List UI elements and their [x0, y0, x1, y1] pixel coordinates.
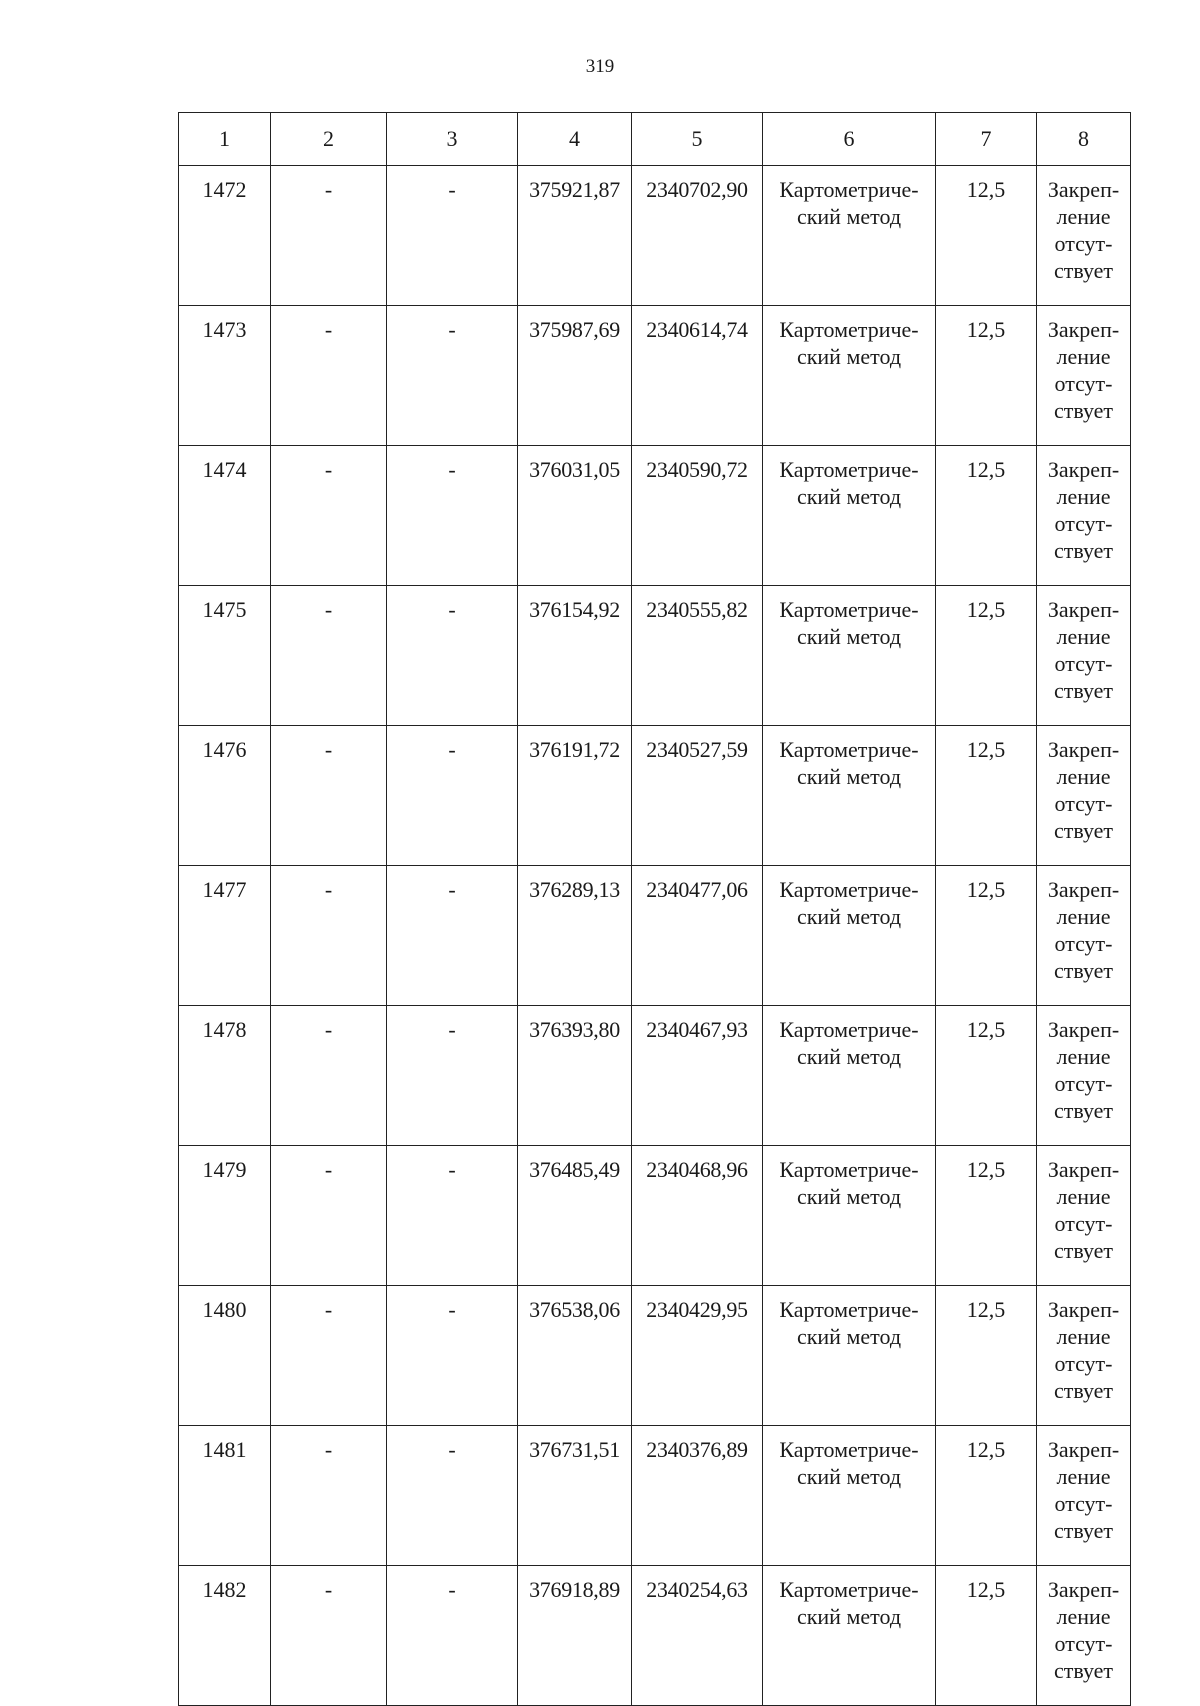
fixing-cell-line: ление: [1056, 1044, 1111, 1069]
fixing-cell: [1037, 1426, 1131, 1566]
fixing-cell-line: ствует: [1053, 1238, 1114, 1263]
column-header-5: 5: [632, 113, 763, 166]
fixing-cell: [1037, 166, 1131, 306]
column-3-cell: -: [387, 166, 518, 306]
method-cell: [763, 306, 936, 446]
coordinate-y-cell: 2340590,72: [632, 446, 763, 586]
column-2-cell: -: [271, 306, 387, 446]
fixing-cell: [1037, 1566, 1131, 1706]
fixing-cell-line: ствует: [1053, 258, 1114, 283]
column-3-cell: -: [387, 586, 518, 726]
method-cell-line: Картометриче-: [779, 737, 919, 762]
fixing-cell-line: отсут-: [1054, 651, 1113, 676]
column-3-cell: -: [387, 446, 518, 586]
fixing-cell: [1037, 306, 1131, 446]
fixing-cell-line: отсут-: [1054, 1211, 1113, 1236]
fixing-cell-line: ствует: [1053, 1378, 1114, 1403]
fixing-cell: [1037, 1146, 1131, 1286]
column-2-cell: -: [271, 866, 387, 1006]
method-cell-line: Картометриче-: [779, 1437, 919, 1462]
table-body: [179, 166, 1131, 1706]
method-cell-line: ский метод: [796, 904, 902, 929]
method-cell-line: Картометриче-: [779, 877, 919, 902]
fixing-cell-line: отсут-: [1054, 791, 1113, 816]
accuracy-cell: 12,5: [936, 866, 1037, 1006]
table-row: [179, 1146, 1131, 1286]
column-2-cell: -: [271, 726, 387, 866]
fixing-cell: [1037, 586, 1131, 726]
point-number-cell: 1481: [179, 1426, 271, 1566]
coordinate-y-cell: 2340468,96: [632, 1146, 763, 1286]
coordinates-table: [178, 112, 1131, 1706]
column-3-cell: -: [387, 726, 518, 866]
table-row: [179, 1006, 1131, 1146]
table-row: [179, 166, 1131, 306]
method-cell-line: ский метод: [796, 1044, 902, 1069]
fixing-cell-line: ление: [1056, 1464, 1111, 1489]
coordinate-y-cell: 2340477,06: [632, 866, 763, 1006]
fixing-cell-line: отсут-: [1054, 931, 1113, 956]
fixing-cell-line: ление: [1056, 484, 1111, 509]
fixing-cell-line: ление: [1056, 624, 1111, 649]
fixing-cell-line: ление: [1056, 1604, 1111, 1629]
method-cell: [763, 586, 936, 726]
fixing-cell-line: ствует: [1053, 678, 1114, 703]
method-cell: [763, 866, 936, 1006]
method-cell-line: ский метод: [796, 624, 902, 649]
coordinate-y-cell: 2340555,82: [632, 586, 763, 726]
accuracy-cell: 12,5: [936, 166, 1037, 306]
fixing-cell-line: отсут-: [1054, 511, 1113, 536]
coordinate-x-cell: 376154,92: [518, 586, 632, 726]
column-2-cell: -: [271, 1566, 387, 1706]
method-cell-line: ский метод: [796, 1464, 902, 1489]
coordinate-x-cell: 376731,51: [518, 1426, 632, 1566]
fixing-cell-line: отсут-: [1054, 231, 1113, 256]
fixing-cell: [1037, 446, 1131, 586]
table-row: [179, 1426, 1131, 1566]
column-3-cell: -: [387, 306, 518, 446]
accuracy-cell: 12,5: [936, 1286, 1037, 1426]
coordinate-x-cell: 376918,89: [518, 1566, 632, 1706]
table-header: [179, 113, 1131, 166]
coordinate-y-cell: 2340702,90: [632, 166, 763, 306]
column-3-cell: -: [387, 1566, 518, 1706]
method-cell: [763, 1426, 936, 1566]
column-3-cell: -: [387, 1286, 518, 1426]
fixing-cell-line: Закреп-: [1047, 177, 1120, 202]
fixing-cell-line: Закреп-: [1047, 1297, 1120, 1322]
point-number-cell: 1473: [179, 306, 271, 446]
fixing-cell-line: ление: [1056, 204, 1111, 229]
method-cell-line: ский метод: [796, 1604, 902, 1629]
coordinate-x-cell: 376538,06: [518, 1286, 632, 1426]
point-number-cell: 1478: [179, 1006, 271, 1146]
column-2-cell: -: [271, 166, 387, 306]
column-header-7: 7: [936, 113, 1037, 166]
fixing-cell: [1037, 726, 1131, 866]
coordinate-x-cell: 376485,49: [518, 1146, 632, 1286]
fixing-cell-line: отсут-: [1054, 371, 1113, 396]
accuracy-cell: 12,5: [936, 1566, 1037, 1706]
coordinate-y-cell: 2340429,95: [632, 1286, 763, 1426]
accuracy-cell: 12,5: [936, 446, 1037, 586]
fixing-cell-line: ствует: [1053, 1658, 1114, 1683]
method-cell-line: Картометриче-: [779, 317, 919, 342]
fixing-cell: [1037, 1286, 1131, 1426]
fixing-cell-line: ление: [1056, 764, 1111, 789]
column-2-cell: -: [271, 446, 387, 586]
method-cell-line: Картометриче-: [779, 1017, 919, 1042]
fixing-cell-line: Закреп-: [1047, 877, 1120, 902]
coordinate-x-cell: 375921,87: [518, 166, 632, 306]
point-number-cell: 1475: [179, 586, 271, 726]
fixing-cell-line: ление: [1056, 1184, 1111, 1209]
fixing-cell-line: отсут-: [1054, 1631, 1113, 1656]
accuracy-cell: 12,5: [936, 1426, 1037, 1566]
column-2-cell: -: [271, 1286, 387, 1426]
fixing-cell-line: ствует: [1053, 538, 1114, 563]
coordinate-x-cell: 376393,80: [518, 1006, 632, 1146]
fixing-cell: [1037, 866, 1131, 1006]
method-cell-line: ский метод: [796, 1324, 902, 1349]
table-row: [179, 1566, 1131, 1706]
method-cell-line: Картометриче-: [779, 1157, 919, 1182]
point-number-cell: 1472: [179, 166, 271, 306]
accuracy-cell: 12,5: [936, 1006, 1037, 1146]
point-number-cell: 1482: [179, 1566, 271, 1706]
accuracy-cell: 12,5: [936, 586, 1037, 726]
method-cell: [763, 446, 936, 586]
fixing-cell-line: Закреп-: [1047, 737, 1120, 762]
column-3-cell: -: [387, 1146, 518, 1286]
method-cell-line: Картометриче-: [779, 597, 919, 622]
fixing-cell-line: Закреп-: [1047, 1437, 1120, 1462]
accuracy-cell: 12,5: [936, 726, 1037, 866]
method-cell: [763, 1146, 936, 1286]
column-header-2: 2: [271, 113, 387, 166]
coordinate-x-cell: 376191,72: [518, 726, 632, 866]
column-header-1: 1: [179, 113, 271, 166]
fixing-cell-line: ствует: [1053, 818, 1114, 843]
column-2-cell: -: [271, 1006, 387, 1146]
point-number-cell: 1474: [179, 446, 271, 586]
page-number: 319: [585, 56, 615, 77]
fixing-cell-line: ление: [1056, 344, 1111, 369]
coordinate-x-cell: 375987,69: [518, 306, 632, 446]
coordinate-y-cell: 2340254,63: [632, 1566, 763, 1706]
fixing-cell-line: ствует: [1053, 958, 1114, 983]
method-cell-line: ский метод: [796, 764, 902, 789]
column-header-6: 6: [763, 113, 936, 166]
column-header-8: 8: [1037, 113, 1131, 166]
method-cell: [763, 1286, 936, 1426]
fixing-cell-line: Закреп-: [1047, 1577, 1120, 1602]
point-number-cell: 1480: [179, 1286, 271, 1426]
coordinate-y-cell: 2340527,59: [632, 726, 763, 866]
fixing-cell-line: отсут-: [1054, 1491, 1113, 1516]
column-header-3: 3: [387, 113, 518, 166]
accuracy-cell: 12,5: [936, 306, 1037, 446]
column-header-4: 4: [518, 113, 632, 166]
column-2-cell: -: [271, 1426, 387, 1566]
fixing-cell-line: ствует: [1053, 1098, 1114, 1123]
table-row: [179, 586, 1131, 726]
table-row: [179, 726, 1131, 866]
coordinate-x-cell: 376289,13: [518, 866, 632, 1006]
coordinate-y-cell: 2340376,89: [632, 1426, 763, 1566]
fixing-cell-line: Закреп-: [1047, 597, 1120, 622]
fixing-cell-line: Закреп-: [1047, 457, 1120, 482]
accuracy-cell: 12,5: [936, 1146, 1037, 1286]
fixing-cell-line: ление: [1056, 904, 1111, 929]
header-row: [179, 113, 1131, 166]
column-3-cell: -: [387, 866, 518, 1006]
table-row: [179, 866, 1131, 1006]
table-row: [179, 306, 1131, 446]
coordinate-y-cell: 2340467,93: [632, 1006, 763, 1146]
method-cell-line: Картометриче-: [779, 457, 919, 482]
coordinate-x-cell: 376031,05: [518, 446, 632, 586]
fixing-cell: [1037, 1006, 1131, 1146]
fixing-cell-line: Закреп-: [1047, 1017, 1120, 1042]
table-row: [179, 446, 1131, 586]
method-cell: [763, 726, 936, 866]
method-cell: [763, 1566, 936, 1706]
coordinate-y-cell: 2340614,74: [632, 306, 763, 446]
method-cell-line: Картометриче-: [779, 1297, 919, 1322]
fixing-cell-line: отсут-: [1054, 1351, 1113, 1376]
point-number-cell: 1477: [179, 866, 271, 1006]
fixing-cell-line: ствует: [1053, 1518, 1114, 1543]
column-2-cell: -: [271, 1146, 387, 1286]
column-3-cell: -: [387, 1006, 518, 1146]
table-row: [179, 1286, 1131, 1426]
column-2-cell: -: [271, 586, 387, 726]
point-number-cell: 1479: [179, 1146, 271, 1286]
method-cell: [763, 166, 936, 306]
method-cell: [763, 1006, 936, 1146]
fixing-cell-line: Закреп-: [1047, 317, 1120, 342]
method-cell-line: ский метод: [796, 1184, 902, 1209]
fixing-cell-line: ствует: [1053, 398, 1114, 423]
method-cell-line: ский метод: [796, 344, 902, 369]
column-3-cell: -: [387, 1426, 518, 1566]
point-number-cell: 1476: [179, 726, 271, 866]
fixing-cell-line: отсут-: [1054, 1071, 1113, 1096]
method-cell-line: Картометриче-: [779, 1577, 919, 1602]
fixing-cell-line: ление: [1056, 1324, 1111, 1349]
method-cell-line: ский метод: [796, 484, 902, 509]
method-cell-line: Картометриче-: [779, 177, 919, 202]
method-cell-line: ский метод: [796, 204, 902, 229]
fixing-cell-line: Закреп-: [1047, 1157, 1120, 1182]
